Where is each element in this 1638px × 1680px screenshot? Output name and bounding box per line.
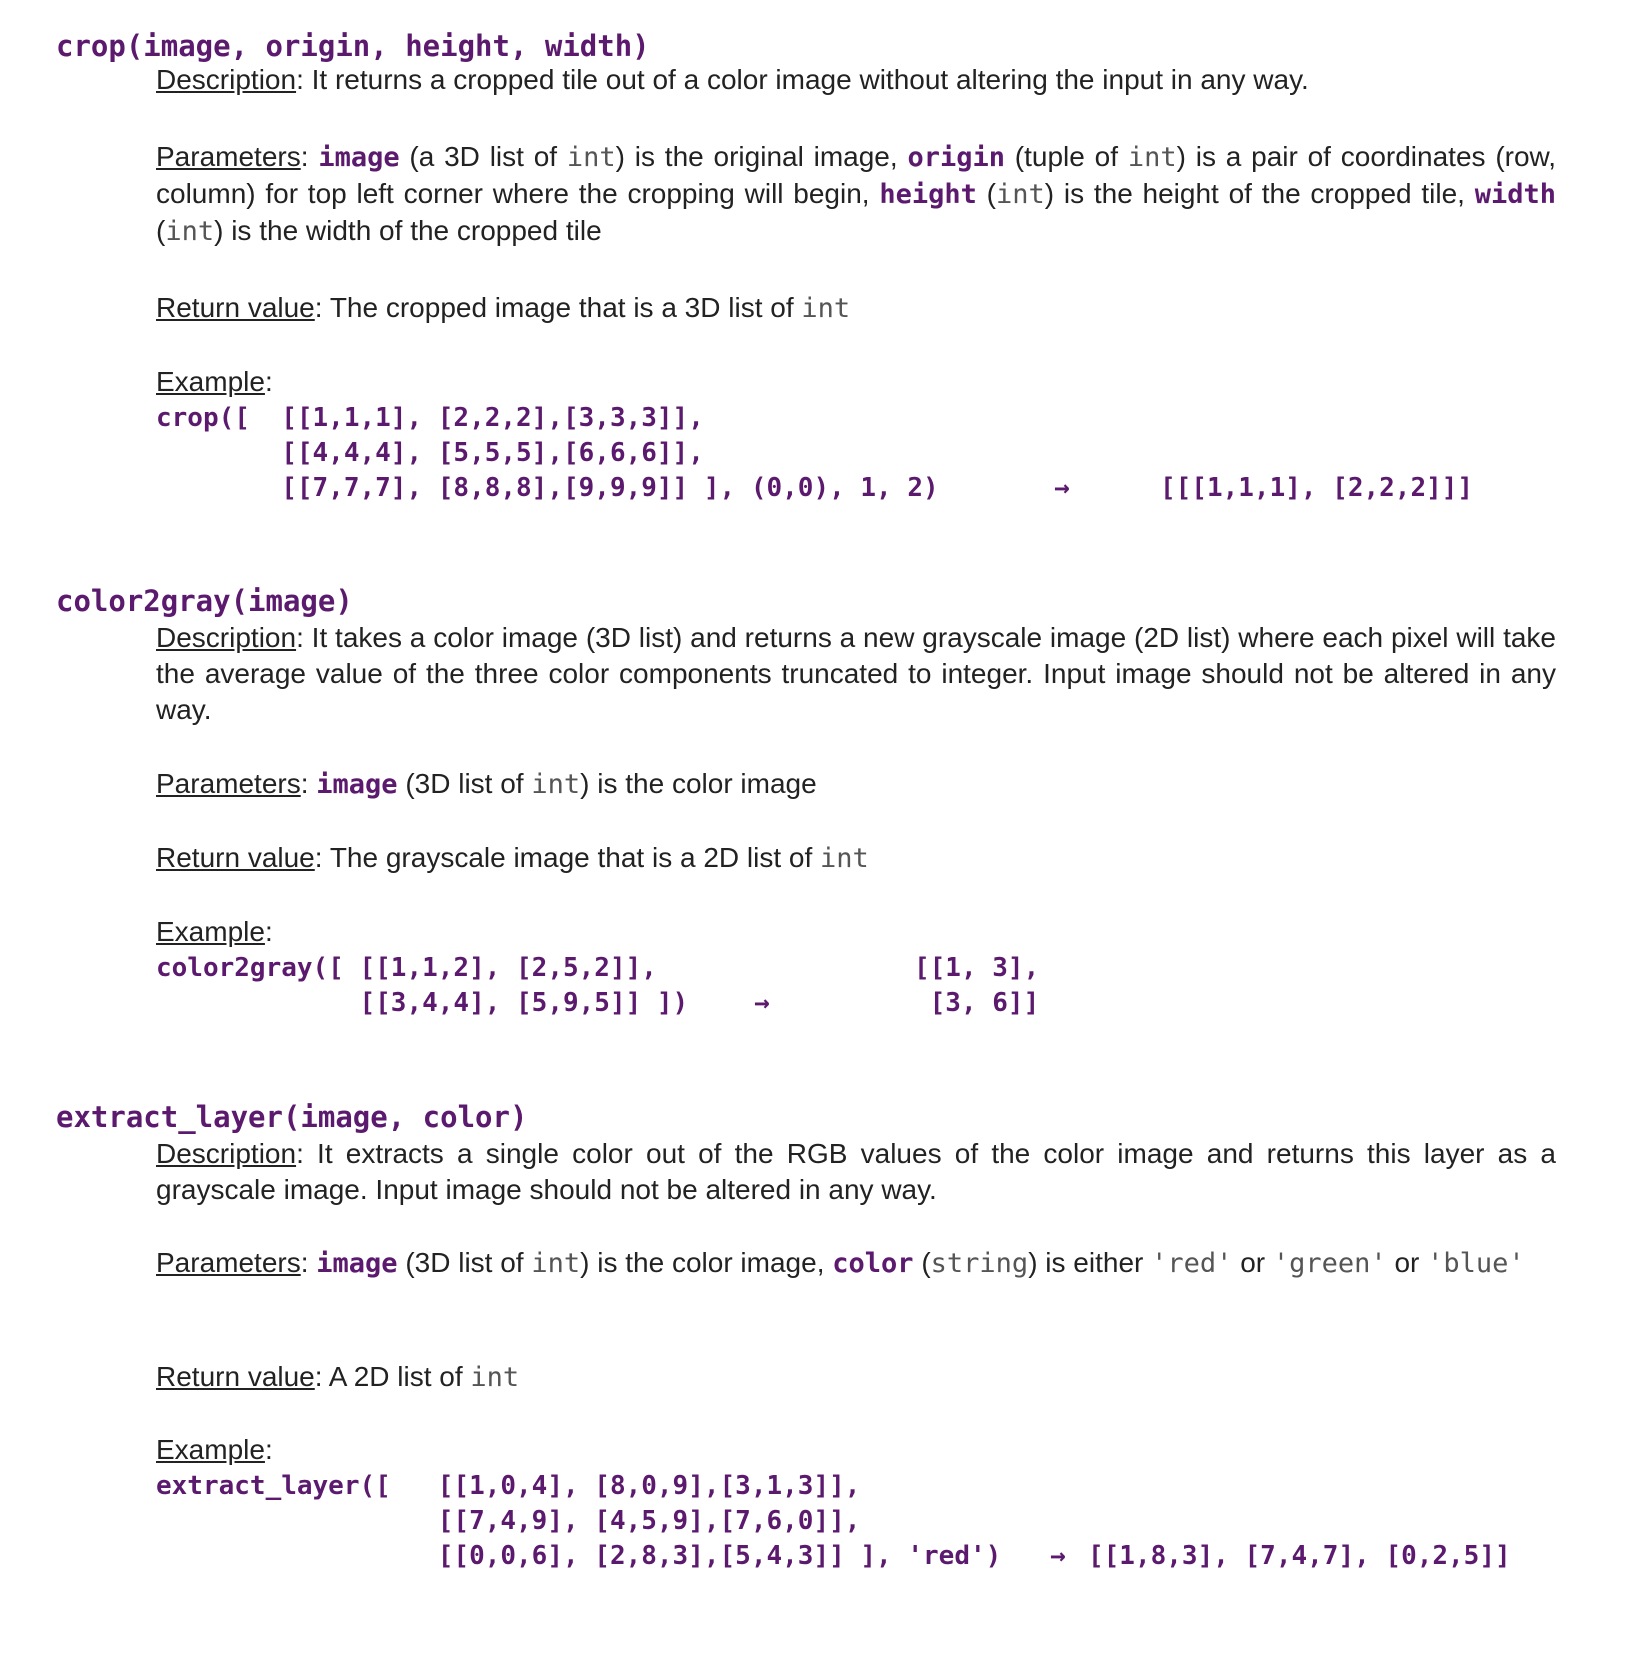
description-label: Description [156, 64, 297, 95]
type-int: int [165, 216, 215, 247]
parameters-label: Parameters [156, 141, 301, 172]
code-output: [[1,8,3], [7,4,7], [0,2,5]] [1088, 1541, 1511, 1571]
crop-description [156, 62, 1556, 98]
color2gray-signature: color2gray(image) [56, 584, 353, 618]
extract-layer-signature: extract_layer(image, color) [56, 1100, 528, 1134]
example-label: Example [156, 916, 265, 947]
code-output: [[[1,1,1], [2,2,2]]] [1160, 473, 1474, 503]
color2gray-description [156, 620, 1556, 728]
crop-parameters: Parameters: image (a 3D list of int) is the original image, origin (tuple of int) is a pair of coordinates (row, column) for top left corner where the cropping will begin, height (int) is the height of the cropped tile, width (int) is the width of the cropped tile [156, 141, 1556, 247]
value-blue: 'blue' [1427, 1248, 1525, 1279]
example-label: Example [156, 1434, 265, 1465]
param-color: color [832, 1248, 914, 1279]
param-origin: origin [907, 142, 1005, 173]
type-int: int [531, 769, 581, 800]
description-text: : It takes a color image (3D list) and returns a new grayscale image (2D list) where each pixel will take the average value of the three color components truncated to integer. Input image should not be altered in any way. [156, 622, 1556, 725]
param-width: width [1474, 179, 1556, 210]
type-int: int [470, 1362, 520, 1393]
parameters-label: Parameters [156, 1247, 301, 1278]
description-label: Description [156, 1138, 297, 1169]
type-int: int [820, 843, 869, 874]
code-line: [[7,4,9], [4,5,9],[7,6,0]], [156, 1506, 861, 1536]
type-string: string [930, 1248, 1029, 1279]
code-line: [[0,0,6], [2,8,3],[5,4,3]] ], 'red') [156, 1541, 1002, 1571]
arrow-icon: → [1054, 473, 1070, 503]
description-text: : It returns a cropped tile out of a color image without altering the input in any way. [296, 64, 1309, 95]
code-line: crop([ [[1,1,1], [2,2,2],[3,3,3]], [156, 403, 704, 433]
type-int: int [995, 179, 1045, 210]
return-value-label: Return value [156, 292, 315, 323]
parameters-label: Parameters [156, 768, 301, 799]
code-output: [3, 6]] [914, 988, 1040, 1018]
code-line: color2gray([ [[1,1,2], [2,5,2]], [156, 953, 657, 983]
arrow-icon: → [754, 988, 770, 1018]
value-red: 'red' [1151, 1248, 1233, 1279]
param-image: image [318, 142, 400, 173]
extract-layer-return-value: Return value: A 2D list of int [156, 1361, 520, 1393]
code-line: [[4,4,4], [5,5,5],[6,6,6]], [156, 438, 704, 468]
return-value-label: Return value [156, 1361, 315, 1392]
code-line: extract_layer([ [[1,0,4], [8,0,9],[3,1,3]], [156, 1471, 861, 1501]
color2gray-example-label: Example: [156, 916, 273, 947]
param-image: image [316, 769, 398, 800]
crop-example-label: Example: [156, 366, 273, 397]
description-text: : It extracts a single color out of the RGB values of the color image and returns this layer as a grayscale image. Input image should not be altered in any way. [156, 1138, 1556, 1205]
code-line: [[3,4,4], [5,9,5]] ]) [156, 988, 689, 1018]
type-int: int [566, 142, 616, 173]
type-int: int [531, 1248, 581, 1279]
param-image: image [316, 1248, 398, 1279]
code-output: [[1, 3], [914, 953, 1040, 983]
return-value-label: Return value [156, 842, 315, 873]
crop-return-value: Return value: The cropped image that is a 3D list of int [156, 292, 851, 324]
type-int: int [801, 293, 851, 324]
color2gray-parameters: Parameters: image (3D list of int) is the color image [156, 768, 817, 800]
type-int: int [1127, 142, 1177, 173]
code-line: [[7,7,7], [8,8,8],[9,9,9]] ], (0,0), 1, 2) [156, 473, 939, 503]
example-label: Example [156, 366, 265, 397]
value-green: 'green' [1272, 1248, 1387, 1279]
color2gray-return-value: Return value: The grayscale image that is a 2D list of int [156, 842, 869, 874]
extract-layer-parameters: Parameters: image (3D list of int) is the color image, color (string) is either 'red' or 'green' or 'blue' [156, 1247, 1525, 1279]
param-height: height [879, 179, 977, 210]
extract-layer-example-label: Example: [156, 1434, 273, 1465]
arrow-icon: → [1050, 1541, 1066, 1571]
extract-layer-description [156, 1136, 1556, 1208]
description-label: Description [156, 622, 297, 653]
crop-signature: crop(image, origin, height, width) [56, 29, 650, 63]
